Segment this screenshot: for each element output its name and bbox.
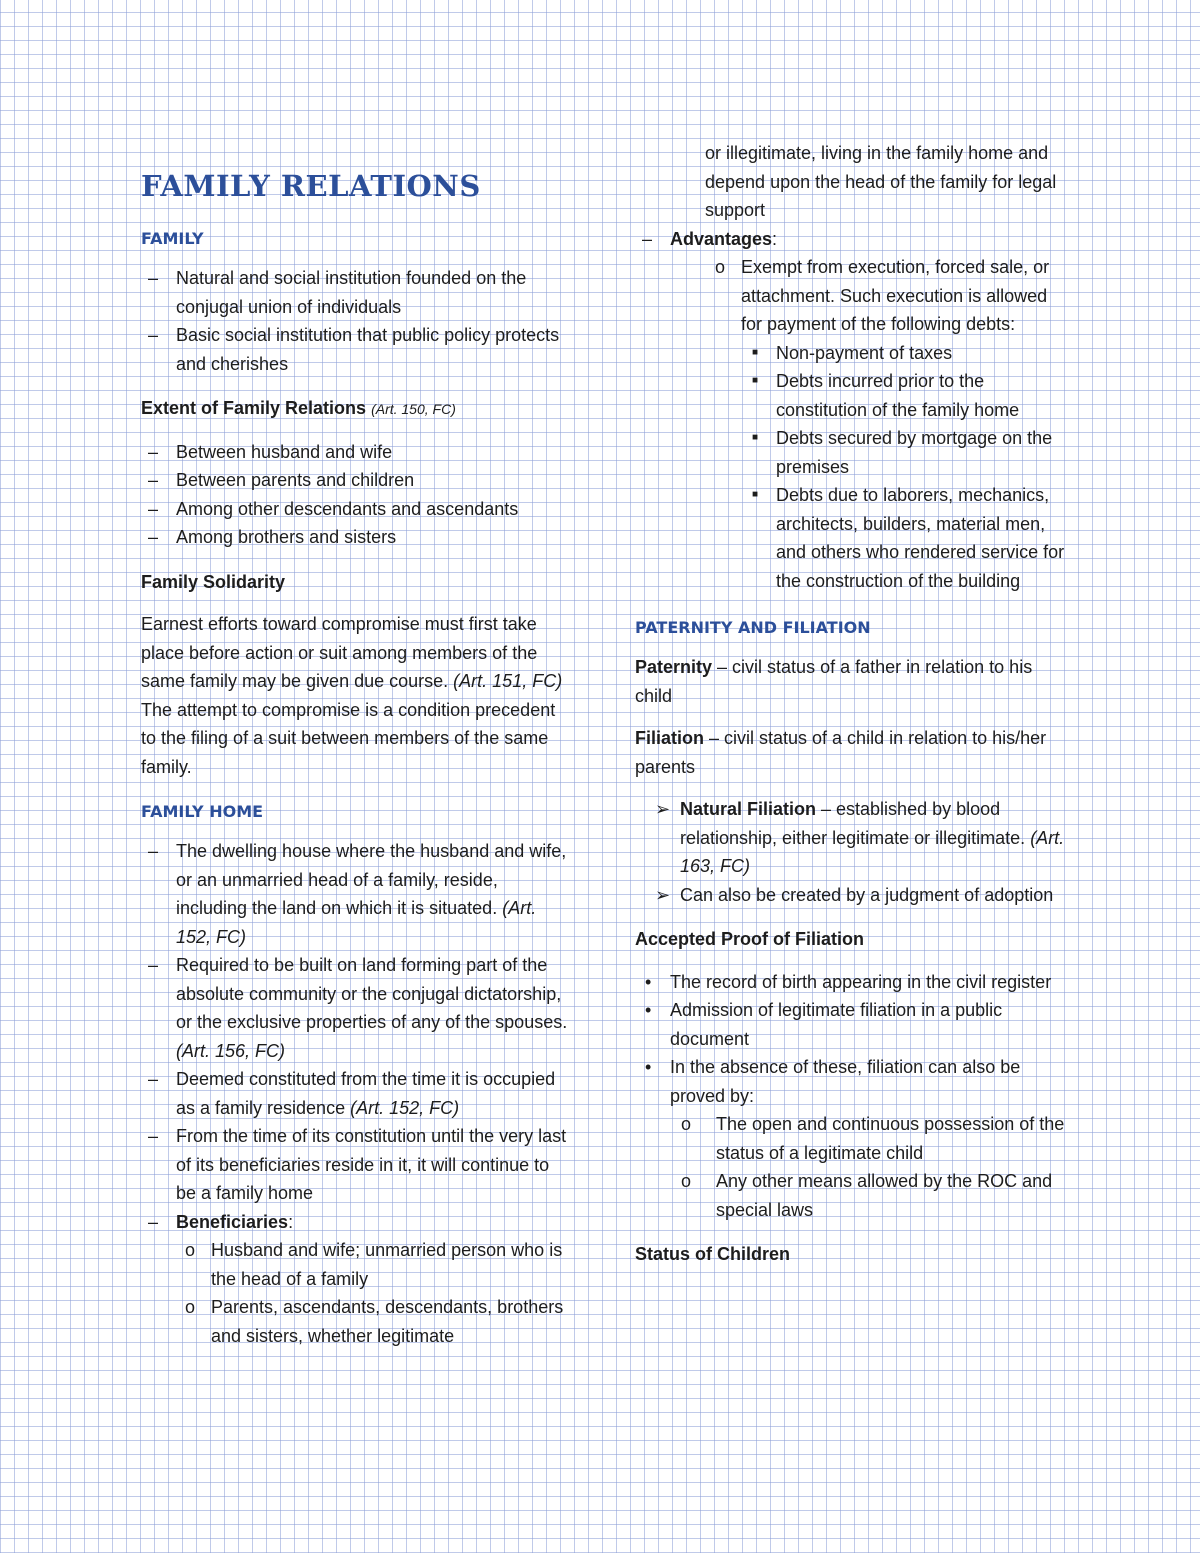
section-heading-family-home: FAMILY HOME xyxy=(141,802,264,821)
extent-citation: (Art. 150, FC) xyxy=(371,401,456,417)
dash-bullet: – xyxy=(148,325,159,345)
dash-bullet: – xyxy=(148,441,159,462)
left-column xyxy=(141,0,571,1350)
sub-sub-list-item: ■ Debts secured by mortgage on the premises xyxy=(635,424,1065,481)
status-of-children-heading: Status of Children xyxy=(635,1244,791,1264)
dot-bullet: • xyxy=(645,1000,652,1020)
dash-bullet: – xyxy=(148,470,159,490)
list-item: – Between parents and children xyxy=(141,466,571,495)
list-item: – Required to be built on land forming part of the absolute community or the conjugal dictatorship, or the exclusive properties of any of the spouses. (Art. 156, FC) xyxy=(141,951,571,1065)
square-bullet: ■ xyxy=(752,346,759,358)
square-bullet: ■ xyxy=(752,375,759,386)
debts-list xyxy=(635,339,1065,596)
family-list xyxy=(141,264,571,378)
circle-bullet: o xyxy=(681,1171,692,1191)
section-heading-paternity: PATERNITY AND FILIATION xyxy=(635,618,871,637)
circle-bullet: o xyxy=(681,1114,692,1134)
list-item: • Admission of legitimate filiation in a public document xyxy=(635,996,1065,1053)
list-item: – Advantages: xyxy=(635,225,1065,254)
extent-heading: Extent of Family Relations (Art. 150, FC) xyxy=(141,398,456,418)
dash-bullet: – xyxy=(148,1211,159,1232)
sub-list-item: o Husband and wife; unmarried person who is the head of a family xyxy=(141,1236,571,1293)
arrow-bullet-icon: ➢ xyxy=(655,884,671,905)
right-column xyxy=(635,0,1065,1283)
section-heading-family: FAMILY xyxy=(141,229,204,248)
circle-bullet: o xyxy=(185,1297,196,1317)
list-item: – Beneficiaries: xyxy=(141,1208,571,1237)
list-item: – Deemed constituted from the time it is occupied as a family residence (Art. 152, FC) xyxy=(141,1065,571,1122)
sub-sub-list-item: ■ Debts incurred prior to the constitution of the family home xyxy=(635,367,1065,424)
sub-list-item: o Exempt from execution, forced sale, or attachment. Such execution is allowed for payment of the following debts: xyxy=(635,253,1065,339)
dot-bullet: • xyxy=(645,1057,652,1077)
extent-list xyxy=(141,438,571,552)
dash-bullet: – xyxy=(148,1069,159,1089)
dash-bullet: – xyxy=(148,955,159,975)
list-item: • In the absence of these, filiation can also be proved by: xyxy=(635,1053,1065,1110)
square-bullet: ■ xyxy=(752,489,759,500)
dash-bullet: – xyxy=(642,228,653,249)
beneficiaries-continuation: or illegitimate, living in the family home and depend upon the head of the family for legal support xyxy=(705,143,1057,220)
solidarity-paragraph: Earnest efforts toward compromise must first take place before action or suit among members of the same family may be given due course. (Art. 151, FC) The attempt to compromise is a condition precedent to the filing of a suit between members of the same family. xyxy=(141,614,563,777)
dash-bullet: – xyxy=(148,498,159,519)
dash-bullet: – xyxy=(148,268,159,288)
list-item: – Among other descendants and ascendants xyxy=(141,495,571,524)
list-item: – Between husband and wife xyxy=(141,438,571,467)
list-item: – The dwelling house where the husband and wife, or an unmarried head of a family, reside, including the land on which it is situated. (Art. 152, FC) xyxy=(141,837,571,951)
proof-heading: Accepted Proof of Filiation xyxy=(635,929,865,949)
filiation-definition: Filiation – civil status of a child in relation to his/her parents xyxy=(635,728,1047,777)
sub-list-item: o Parents, ascendants, descendants, brothers and sisters, whether legitimate xyxy=(141,1293,571,1350)
list-item: – Basic social institution that public policy protects and cherishes xyxy=(141,321,571,378)
square-bullet: ■ xyxy=(752,432,759,443)
solidarity-heading: Family Solidarity xyxy=(141,571,286,592)
arrow-bullet-icon: ➢ xyxy=(655,799,671,819)
sub-sub-list-item: ■ Non-payment of taxes xyxy=(635,339,1065,368)
dash-bullet: – xyxy=(148,841,159,861)
dash-bullet: – xyxy=(148,527,159,547)
list-item: ➢ Natural Filiation – established by blood relationship, either legitimate or illegitimate. (Art. 163, FC) xyxy=(635,795,1065,881)
circle-bullet: o xyxy=(715,257,726,277)
list-item: • The record of birth appearing in the civil register xyxy=(635,968,1065,997)
list-item: – Natural and social institution founded on the conjugal union of individuals xyxy=(141,264,571,321)
proof-list xyxy=(635,968,1065,1225)
list-item: – Among brothers and sisters xyxy=(141,523,571,552)
paternity-definition: Paternity – civil status of a father in relation to his child xyxy=(635,657,1033,706)
solidarity-citation: (Art. 151, FC) xyxy=(453,671,563,691)
circle-bullet: o xyxy=(185,1240,196,1260)
beneficiaries-label: Beneficiaries xyxy=(176,1211,289,1232)
list-item: – From the time of its constitution until the very last of its beneficiaries reside in it, it will continue to be a family home xyxy=(141,1122,571,1208)
page-title: FAMILY RELATIONS xyxy=(141,169,481,203)
dot-bullet: • xyxy=(645,971,652,992)
family-home-list xyxy=(141,837,571,1350)
sub-list-item: o Any other means allowed by the ROC and special laws xyxy=(635,1167,1065,1224)
dash-bullet: – xyxy=(148,1126,159,1146)
sub-sub-list-item: ■ Debts due to laborers, mechanics, architects, builders, material men, and others who rendered service for the construction of the building xyxy=(635,481,1065,595)
filiation-list xyxy=(635,795,1065,909)
sub-list-item: o The open and continuous possession of the status of a legitimate child xyxy=(635,1110,1065,1167)
list-item: ➢ Can also be created by a judgment of adoption xyxy=(635,881,1065,910)
advantages-label: Advantages xyxy=(670,228,773,249)
